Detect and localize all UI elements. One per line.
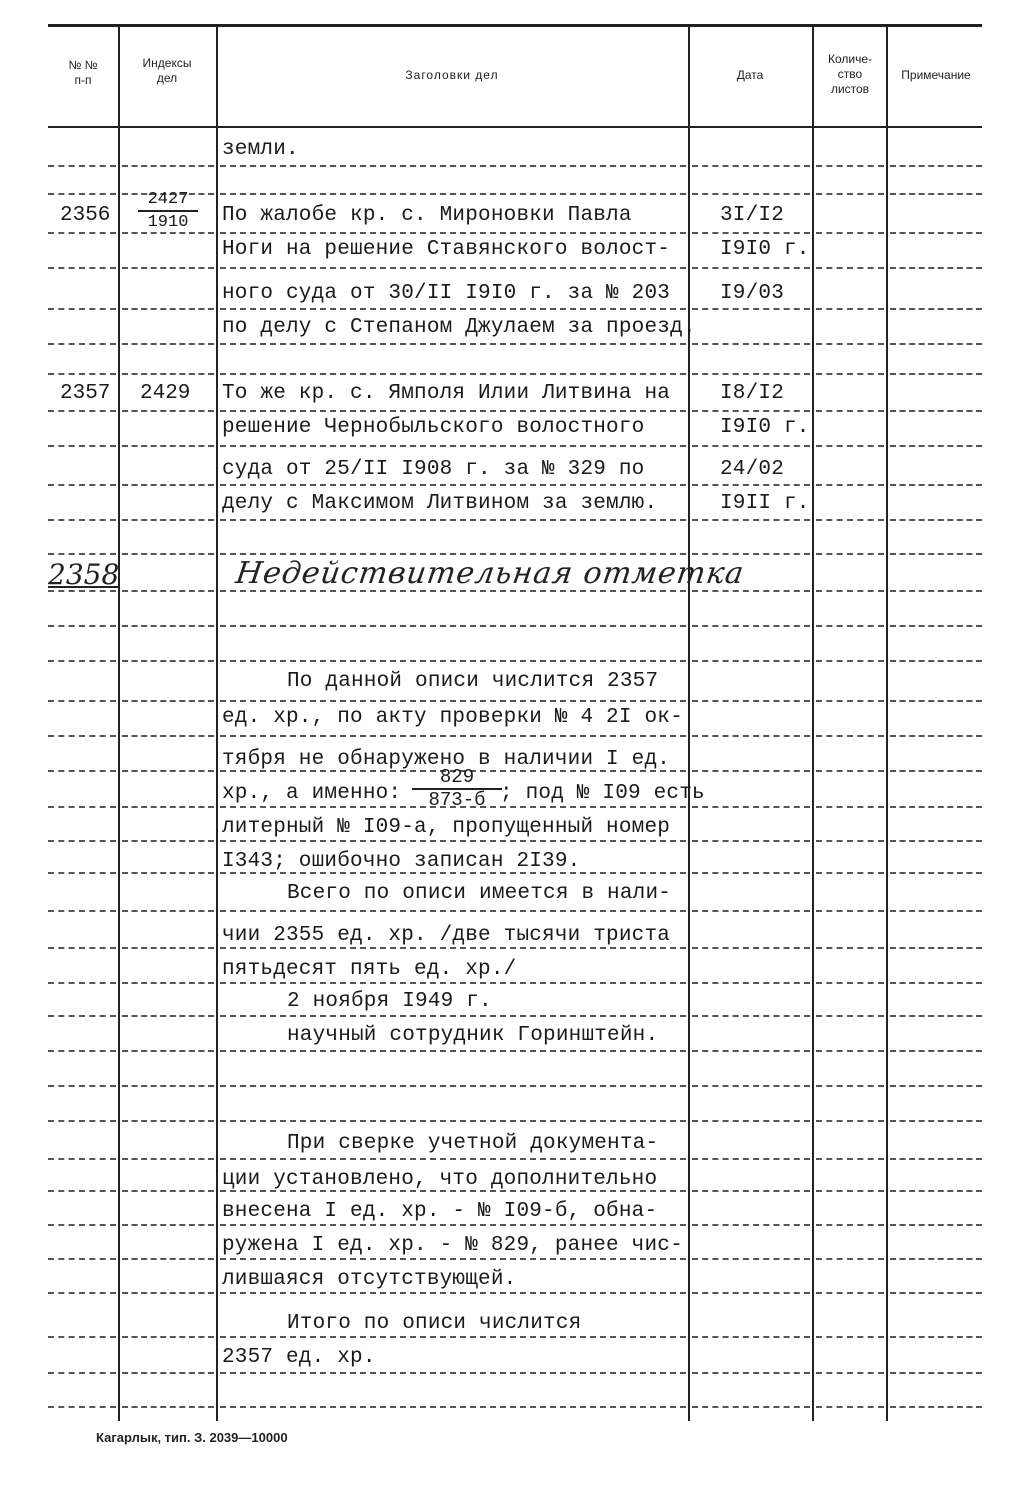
entry-2357-date-2: I9I0 г. bbox=[720, 416, 810, 439]
ledger-line bbox=[890, 1120, 982, 1122]
ledger-line bbox=[48, 1085, 116, 1087]
summary-p2-line-3: пятьдесят пять ед. хр./ bbox=[222, 958, 517, 981]
ledger-line bbox=[692, 770, 810, 772]
ledger-line bbox=[890, 1050, 982, 1052]
summary-p3-line-3: внесена I ед. хр. - № I09-б, обна- bbox=[222, 1200, 658, 1223]
ledger-line bbox=[816, 590, 884, 592]
ledger-line bbox=[220, 1085, 686, 1087]
header-col-sheets bbox=[814, 52, 886, 97]
ledger-line bbox=[692, 1085, 810, 1087]
ledger-line bbox=[122, 590, 214, 592]
entry-2357-date-3: 24/02 bbox=[720, 458, 785, 481]
ledger-line bbox=[816, 373, 884, 375]
ledger-line bbox=[692, 1015, 810, 1017]
summary-p1-line-4a: хр., а именно: bbox=[222, 782, 402, 805]
ledger-line bbox=[692, 308, 810, 310]
summary-fraction bbox=[412, 768, 502, 810]
ledger-line bbox=[816, 1120, 884, 1122]
ledger-line bbox=[48, 484, 116, 486]
ledger-line bbox=[122, 910, 214, 912]
ledger-line bbox=[692, 1292, 810, 1294]
ledger-line bbox=[816, 1158, 884, 1160]
summary-fraction-top: 829 bbox=[439, 766, 475, 788]
ledger-line bbox=[692, 1336, 810, 1338]
ledger-line bbox=[692, 553, 810, 555]
ledger-line bbox=[692, 660, 810, 662]
ledger-line bbox=[220, 660, 686, 662]
entry-2356-line-2: Ноги на решение Ставянского волост- bbox=[222, 238, 671, 261]
ledger-line bbox=[692, 1258, 810, 1260]
ledger-line bbox=[692, 267, 810, 269]
ledger-line bbox=[122, 1292, 214, 1294]
ledger-line bbox=[220, 840, 686, 842]
col-rule-1 bbox=[118, 26, 120, 1421]
ledger-line bbox=[48, 193, 116, 195]
ledger-line bbox=[48, 1224, 116, 1226]
ledger-line bbox=[816, 910, 884, 912]
entry-2356-line-1: По жалобе кр. с. Мироновки Павла bbox=[222, 204, 632, 227]
ledger-line bbox=[122, 735, 214, 737]
header-col-title: Заголовки дел bbox=[405, 68, 499, 82]
ledger-line bbox=[890, 840, 982, 842]
ledger-line bbox=[220, 308, 686, 310]
ledger-line bbox=[890, 373, 982, 375]
header-col-date: Дата bbox=[736, 68, 764, 82]
entry-2356-date-1: 3I/I2 bbox=[720, 204, 785, 227]
summary-date: 2 ноября I949 г. bbox=[287, 990, 492, 1013]
ledger-line bbox=[890, 343, 982, 345]
ledger-line bbox=[816, 700, 884, 702]
ledger-line bbox=[890, 1015, 982, 1017]
ledger-line bbox=[220, 982, 686, 984]
ledger-line bbox=[890, 872, 982, 874]
ledger-line bbox=[48, 735, 116, 737]
ledger-line bbox=[692, 735, 810, 737]
ledger-line bbox=[890, 484, 982, 486]
ledger-line bbox=[890, 947, 982, 949]
ledger-line bbox=[48, 1292, 116, 1294]
ledger-line bbox=[122, 982, 214, 984]
ledger-line bbox=[122, 445, 214, 447]
ledger-line bbox=[122, 947, 214, 949]
ledger-line bbox=[890, 410, 982, 412]
ledger-line bbox=[220, 1224, 686, 1226]
ledger-line bbox=[816, 1372, 884, 1374]
ledger-line bbox=[890, 910, 982, 912]
ledger-line bbox=[816, 1224, 884, 1226]
ledger-line bbox=[48, 1190, 116, 1192]
ledger-line bbox=[890, 308, 982, 310]
ledger-line bbox=[816, 519, 884, 521]
ledger-line bbox=[122, 1120, 214, 1122]
ledger-line bbox=[692, 840, 810, 842]
ledger-line bbox=[48, 519, 116, 521]
ledger-line bbox=[692, 625, 810, 627]
header-col-index-line1: Индексы bbox=[142, 56, 192, 70]
ledger-line bbox=[692, 232, 810, 234]
ledger-line bbox=[48, 770, 116, 772]
header-col-number-line1: № № bbox=[68, 58, 98, 72]
ledger-line bbox=[816, 947, 884, 949]
ledger-line bbox=[692, 806, 810, 808]
ledger-line bbox=[48, 553, 116, 555]
summary-p3-line-5: лившаяся отсутствующей. bbox=[222, 1268, 517, 1291]
header-col-number bbox=[50, 58, 116, 88]
ledger-line bbox=[816, 1015, 884, 1017]
ledger-line bbox=[122, 1372, 214, 1374]
header-col-number-line2: п-п bbox=[74, 73, 92, 87]
summary-signature: научный сотрудник Горинштейн. bbox=[287, 1024, 659, 1047]
ledger-line bbox=[48, 625, 116, 627]
ledger-line bbox=[122, 806, 214, 808]
ledger-line bbox=[816, 625, 884, 627]
ledger-line bbox=[122, 1050, 214, 1052]
header-col-sheets-line1: Количе- bbox=[827, 52, 873, 66]
ledger-line bbox=[220, 1372, 686, 1374]
ledger-line bbox=[122, 1406, 214, 1408]
ledger-line bbox=[122, 484, 214, 486]
ledger-line bbox=[48, 1120, 116, 1122]
col-rule-2 bbox=[216, 26, 218, 1421]
header-col-index bbox=[120, 56, 214, 86]
ledger-line bbox=[816, 232, 884, 234]
entry-2356-index bbox=[138, 190, 198, 232]
ledger-line bbox=[816, 982, 884, 984]
top-border bbox=[48, 24, 982, 27]
entry-2357-index: 2429 bbox=[140, 382, 191, 405]
ledger-line bbox=[890, 1292, 982, 1294]
entry-2356-index-top: 2427 bbox=[147, 190, 189, 209]
ledger-line bbox=[122, 660, 214, 662]
ledger-line bbox=[890, 1258, 982, 1260]
entry-2356-index-bottom: 1910 bbox=[147, 213, 189, 232]
entry-2356-date-3: I9/03 bbox=[720, 282, 785, 305]
ledger-line bbox=[816, 735, 884, 737]
ledger-line bbox=[48, 947, 116, 949]
ledger-line bbox=[220, 910, 686, 912]
ledger-line bbox=[122, 1336, 214, 1338]
ledger-line bbox=[692, 1120, 810, 1122]
ledger-line bbox=[692, 872, 810, 874]
ledger-line bbox=[220, 1406, 686, 1408]
ledger-line bbox=[816, 445, 884, 447]
ledger-line bbox=[122, 308, 214, 310]
fraction-bar bbox=[138, 210, 198, 212]
ledger-line bbox=[692, 410, 810, 412]
entry-2357-date-4: I9II г. bbox=[720, 492, 810, 515]
entry-2358-number: 2358 bbox=[48, 558, 120, 591]
ledger-line bbox=[122, 553, 214, 555]
ledger-line bbox=[890, 735, 982, 737]
ledger-line bbox=[122, 267, 214, 269]
summary-p1-line-5: литерный № I09-а, пропущенный номер bbox=[222, 816, 671, 839]
ledger-line bbox=[48, 267, 116, 269]
entry-2356-line-3: ного суда от 30/II I9I0 г. за № 203 bbox=[222, 282, 671, 305]
ledger-line bbox=[816, 1190, 884, 1192]
ledger-line bbox=[890, 519, 982, 521]
ledger-line bbox=[692, 1224, 810, 1226]
ledger-line bbox=[890, 806, 982, 808]
entry-2357-line-3: суда от 25/II I908 г. за № 329 по bbox=[222, 458, 645, 481]
ledger-line bbox=[122, 410, 214, 412]
ledger-line bbox=[122, 1224, 214, 1226]
ledger-line bbox=[692, 519, 810, 521]
ledger-line bbox=[816, 484, 884, 486]
ledger-line bbox=[220, 700, 686, 702]
entry-2356-date-2: I9I0 г. bbox=[720, 238, 810, 261]
ledger-line bbox=[816, 806, 884, 808]
ledger-line bbox=[890, 267, 982, 269]
summary-fraction-bottom: 873-б bbox=[428, 789, 486, 811]
ledger-line bbox=[890, 1190, 982, 1192]
ledger-line bbox=[692, 1050, 810, 1052]
ledger-line bbox=[48, 982, 116, 984]
ledger-line bbox=[48, 1050, 116, 1052]
ledger-line bbox=[48, 806, 116, 808]
ledger-line bbox=[816, 308, 884, 310]
ledger-line bbox=[122, 373, 214, 375]
header-col-note: Примечание bbox=[901, 68, 971, 82]
ledger-line bbox=[890, 1224, 982, 1226]
printer-imprint: Кагарлык, тип. З. 2039—10000 bbox=[96, 1430, 288, 1445]
ledger-line bbox=[220, 1158, 686, 1160]
summary-p1-line-1: По данной описи числится 2357 bbox=[287, 670, 659, 693]
summary-p2-line-2: чии 2355 ед. хр. /две тысячи триста bbox=[222, 924, 671, 947]
ledger-line bbox=[890, 590, 982, 592]
ledger-line bbox=[48, 872, 116, 874]
ledger-line bbox=[220, 193, 686, 195]
ledger-line bbox=[122, 232, 214, 234]
ledger-line bbox=[816, 165, 884, 167]
ledger-line bbox=[220, 1050, 686, 1052]
ledger-line bbox=[220, 232, 686, 234]
col-rule-3 bbox=[688, 26, 690, 1421]
ledger-line bbox=[220, 625, 686, 627]
ledger-line bbox=[692, 1406, 810, 1408]
ledger-line bbox=[816, 872, 884, 874]
ledger-line bbox=[890, 193, 982, 195]
entry-2357-line-2: решение Чернобыльского волостного bbox=[222, 416, 645, 439]
ledger-line bbox=[122, 519, 214, 521]
ledger-line bbox=[48, 1158, 116, 1160]
summary-p3-line-4: ружена I ед. хр. - № 829, ранее чис- bbox=[222, 1234, 683, 1257]
ledger-line bbox=[692, 484, 810, 486]
ledger-line bbox=[122, 1190, 214, 1192]
ledger-line bbox=[890, 1406, 982, 1408]
ledger-line bbox=[816, 660, 884, 662]
ledger-line bbox=[48, 1372, 116, 1374]
entry-2358-handwritten-note: Недействительная отметка bbox=[233, 556, 747, 591]
ledger-line bbox=[692, 1190, 810, 1192]
ledger-line bbox=[816, 1406, 884, 1408]
ledger-line bbox=[220, 553, 686, 555]
header-col-index-line2: дел bbox=[156, 71, 178, 85]
ledger-line bbox=[890, 770, 982, 772]
ledger-line bbox=[220, 1015, 686, 1017]
entry-2357-line-4: делу с Максимом Литвином за землю. bbox=[222, 492, 658, 515]
ledger-line bbox=[122, 872, 214, 874]
ledger-line bbox=[890, 660, 982, 662]
ledger-line bbox=[692, 193, 810, 195]
summary-p4-line-1: Итого по описи числится bbox=[287, 1312, 582, 1335]
ledger-line bbox=[816, 770, 884, 772]
ledger-line bbox=[122, 840, 214, 842]
ledger-line bbox=[220, 445, 686, 447]
ledger-line bbox=[816, 1292, 884, 1294]
ledger-line bbox=[48, 410, 116, 412]
ledger-line bbox=[48, 660, 116, 662]
ledger-line bbox=[692, 982, 810, 984]
ledger-line bbox=[816, 267, 884, 269]
ledger-line bbox=[816, 840, 884, 842]
ledger-line bbox=[220, 1258, 686, 1260]
ledger-line bbox=[48, 308, 116, 310]
header-bottom-border bbox=[48, 126, 982, 128]
ledger-line bbox=[122, 343, 214, 345]
summary-p1-line-4b: ; под № I09 есть bbox=[500, 782, 705, 805]
ledger-line bbox=[48, 1336, 116, 1338]
ledger-line bbox=[220, 1336, 686, 1338]
ledger-line bbox=[692, 445, 810, 447]
ledger-line bbox=[220, 410, 686, 412]
ledger-line bbox=[122, 700, 214, 702]
ledger-line bbox=[122, 165, 214, 167]
ledger-line bbox=[220, 1292, 686, 1294]
ledger-line bbox=[48, 1406, 116, 1408]
summary-p1-line-3: тября не обнаружено в наличии I ед. bbox=[222, 748, 671, 771]
ledger-line bbox=[220, 165, 686, 167]
carryover-line: земли. bbox=[222, 138, 299, 161]
summary-p3-line-2: ции установлено, что дополнительно bbox=[222, 1168, 658, 1191]
header-col-sheets-line2: ство bbox=[837, 67, 863, 81]
ledger-line bbox=[816, 1258, 884, 1260]
ledger-line bbox=[122, 1158, 214, 1160]
ledger-line bbox=[816, 1336, 884, 1338]
summary-p2-line-1: Всего по описи имеется в нали- bbox=[287, 882, 672, 905]
ledger-line bbox=[48, 1015, 116, 1017]
ledger-line bbox=[48, 232, 116, 234]
ledger-line bbox=[890, 625, 982, 627]
ledger-line bbox=[890, 165, 982, 167]
summary-p4-line-2: 2357 ед. хр. bbox=[222, 1346, 376, 1369]
ledger-line bbox=[816, 343, 884, 345]
entry-2357-number: 2357 bbox=[60, 382, 111, 405]
ledger-line bbox=[816, 193, 884, 195]
ledger-line bbox=[220, 947, 686, 949]
ledger-line bbox=[48, 700, 116, 702]
ledger-line bbox=[220, 267, 686, 269]
ledger-line bbox=[692, 1158, 810, 1160]
ledger-line bbox=[220, 484, 686, 486]
ledger-line bbox=[692, 165, 810, 167]
ledger-line bbox=[890, 445, 982, 447]
ledger-line bbox=[48, 165, 116, 167]
entry-2357-line-1: То же кр. с. Ямполя Илии Литвина на bbox=[222, 382, 671, 405]
ledger-line bbox=[122, 1015, 214, 1017]
ledger-line bbox=[890, 232, 982, 234]
ledger-line bbox=[48, 910, 116, 912]
ledger-line bbox=[220, 735, 686, 737]
entry-2356-line-4: по делу с Степаном Джулаем за проезд. bbox=[222, 316, 696, 339]
ledger-line bbox=[220, 373, 686, 375]
ledger-line bbox=[692, 1372, 810, 1374]
ledger-line bbox=[48, 343, 116, 345]
ledger-line bbox=[816, 410, 884, 412]
ledger-line bbox=[890, 1085, 982, 1087]
col-rule-5 bbox=[886, 26, 888, 1421]
ledger-line bbox=[692, 373, 810, 375]
ledger-line bbox=[890, 553, 982, 555]
ledger-line bbox=[122, 1085, 214, 1087]
summary-p3-line-1: При сверке учетной документа- bbox=[287, 1132, 659, 1155]
col-rule-4 bbox=[812, 26, 814, 1421]
ledger-line bbox=[692, 910, 810, 912]
ledger-line bbox=[220, 343, 686, 345]
ledger-line bbox=[48, 840, 116, 842]
ledger-line bbox=[890, 1372, 982, 1374]
ledger-line bbox=[692, 700, 810, 702]
summary-p1-line-2: ед. хр., по акту проверки № 4 2I ок- bbox=[222, 706, 683, 729]
ledger-line bbox=[122, 770, 214, 772]
entry-2356-number: 2356 bbox=[60, 204, 111, 227]
header-col-sheets-line3: листов bbox=[830, 82, 870, 96]
ledger-line bbox=[220, 519, 686, 521]
ledger-line bbox=[692, 947, 810, 949]
ledger-line bbox=[122, 625, 214, 627]
ledger-line bbox=[48, 445, 116, 447]
ledger-line bbox=[890, 1158, 982, 1160]
ledger-line bbox=[890, 700, 982, 702]
ledger-line bbox=[816, 553, 884, 555]
ledger-line bbox=[122, 1258, 214, 1260]
ledger-line bbox=[48, 1258, 116, 1260]
ledger-line bbox=[692, 343, 810, 345]
ledger-line bbox=[816, 1085, 884, 1087]
ledger-line bbox=[48, 373, 116, 375]
ledger-line bbox=[890, 1336, 982, 1338]
ledger-line bbox=[220, 1120, 686, 1122]
ledger-line bbox=[816, 1050, 884, 1052]
ledger-line bbox=[890, 982, 982, 984]
summary-p1-line-6: I343; ошибочно записан 2I39. bbox=[222, 850, 581, 873]
entry-2357-date-1: I8/I2 bbox=[720, 382, 785, 405]
